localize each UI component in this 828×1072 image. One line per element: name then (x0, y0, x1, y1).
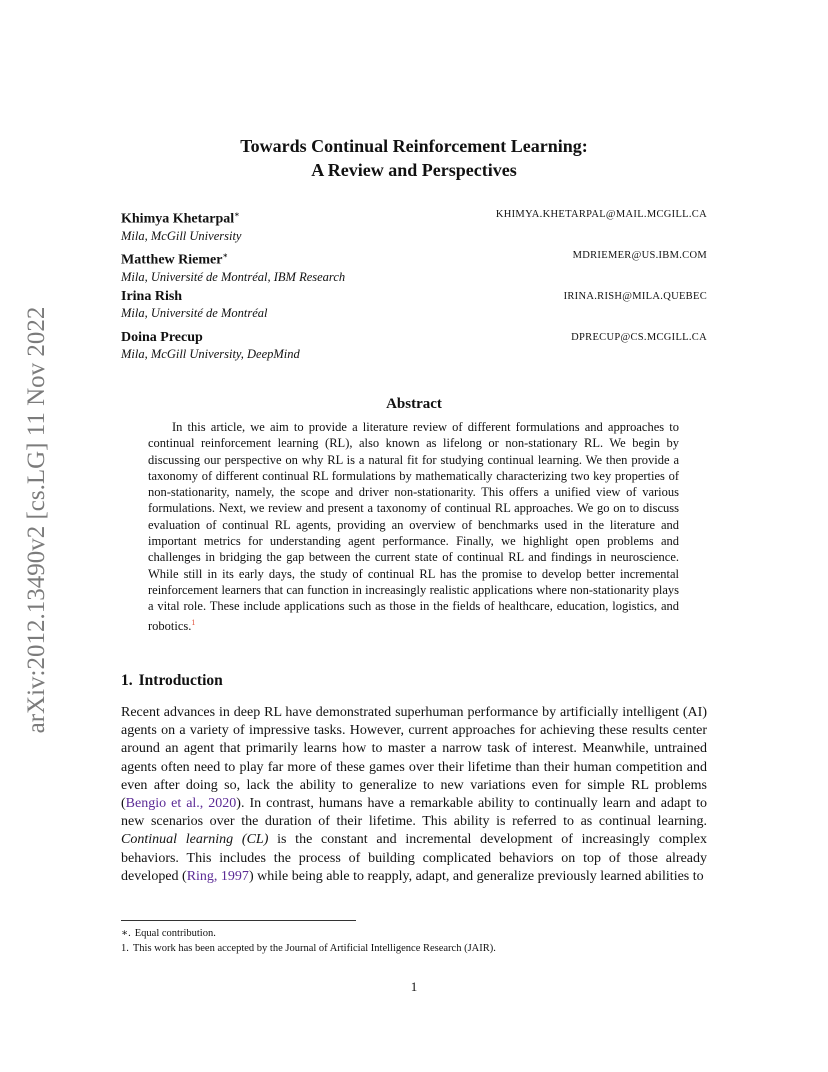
emphasized-term: Continual learning (CL) (121, 832, 269, 848)
author-name: Matthew Riemer∗ (121, 251, 228, 268)
citation-link[interactable]: Ring, 1997 (186, 868, 249, 884)
title-line-2: A Review and Perspectives (311, 160, 517, 180)
title-line-1: Towards Continual Reinforcement Learning: (240, 136, 588, 156)
author-name: Irina Rish (121, 289, 183, 304)
abstract-heading: Abstract (386, 396, 442, 412)
citation-link[interactable]: Bengio et al., 2020 (125, 796, 237, 812)
author-affiliation: Mila, Université de Montréal (121, 306, 268, 320)
author-block (121, 207, 707, 244)
author-email: DPRECUP@CS.MCGILL.CA (571, 332, 707, 343)
footnote: 1. This work has been accepted by the Journal of Artificial Intelligence Research (JAIR). (121, 943, 496, 954)
author-email: KHIMYA.KHETARPAL@MAIL.MCGILL.CA (495, 209, 707, 220)
arxiv-sidebar (24, 280, 50, 760)
author-name: Doina Precup (121, 330, 203, 345)
author-block (121, 289, 707, 321)
footnote: ∗. Equal contribution. (121, 928, 216, 939)
arxiv-stamp: arXiv:2012.13490v2 [cs.LG] 11 Nov 2022 (23, 306, 50, 734)
abstract-text: In this article, we aim to provide a literature review of different formulations and approaches to continual reinforcement learning (RL), also known as lifelong or non-stationary RL. We begin by discussing our perspective on why RL is a natural fit for studying continual learning. We then provide a taxonomy of different continual RL formulations by mathematically characterizing two key properties of non-stationarity, namely, the scope and driver non-stationarity. This offers a unified view of various formulations. Next, we review and present a taxonomy of continual RL approaches. We go on to discuss evaluation of continual RL agents, providing an overview of benchmarks used in the literature and important metrics for understanding agent performance. Finally, we highlight open problems and challenges in bridging the gap between the current state of continual RL and findings in neuroscience. While still in its early days, the study of continual RL has the promise to develop better incremental reinforcement learners that can function in increasingly realistic applications where non-stationarity plays a vital role. These include applications such as those in the fields of healthcare, education, logistics, and robotics.$^1$ (148, 420, 679, 633)
author-block (121, 248, 707, 285)
author-affiliation: Mila, McGill University (121, 228, 242, 243)
author-affiliation: Mila, Université de Montréal, IBM Research (121, 269, 346, 284)
section-heading (121, 672, 223, 690)
paper-title (0, 134, 828, 182)
author-affiliation: Mila, McGill University, DeepMind (121, 347, 300, 361)
author-email: MDRIEMER@US.IBM.COM (572, 250, 707, 261)
introduction-paragraph: Recent advances in deep RL have demonstrated superhuman performance by artificially intelligent (AI) agents on a variety of impressive tasks. However, current approaches for achieving these results center around an agent that primarily learns how to master a narrow task of interest. Meanwhile, untrained agents often need to play far more of these games over their lifetime than their human competition and even after doing so, lack the ability to generalize to new variations even for simple RL problems (Bengio et al., 2020). In contrast, humans have a remarkable ability to continually learn and adapt to new scenarios over the duration of their lifetime. This ability is referred to as continual learning. Continual learning (CL) is the constant and incremental development of increasingly complex behaviors. This includes the process of building complicated behaviors on top of those already developed (Ring, 1997) while being able to reapply, adapt, and generalize previously learned abilities to (121, 705, 707, 884)
section-title: Introduction (138, 672, 223, 689)
page-number: 1 (410, 979, 418, 994)
footnote-divider (121, 920, 356, 921)
footnote-link[interactable]: 1 (191, 617, 196, 627)
author-email: IRINA.RISH@MILA.QUEBEC (563, 291, 707, 302)
footnotes (121, 926, 707, 956)
section-number: 1. (121, 672, 133, 689)
author-block (121, 330, 707, 362)
author-name: Khimya Khetarpal∗ (121, 210, 240, 227)
